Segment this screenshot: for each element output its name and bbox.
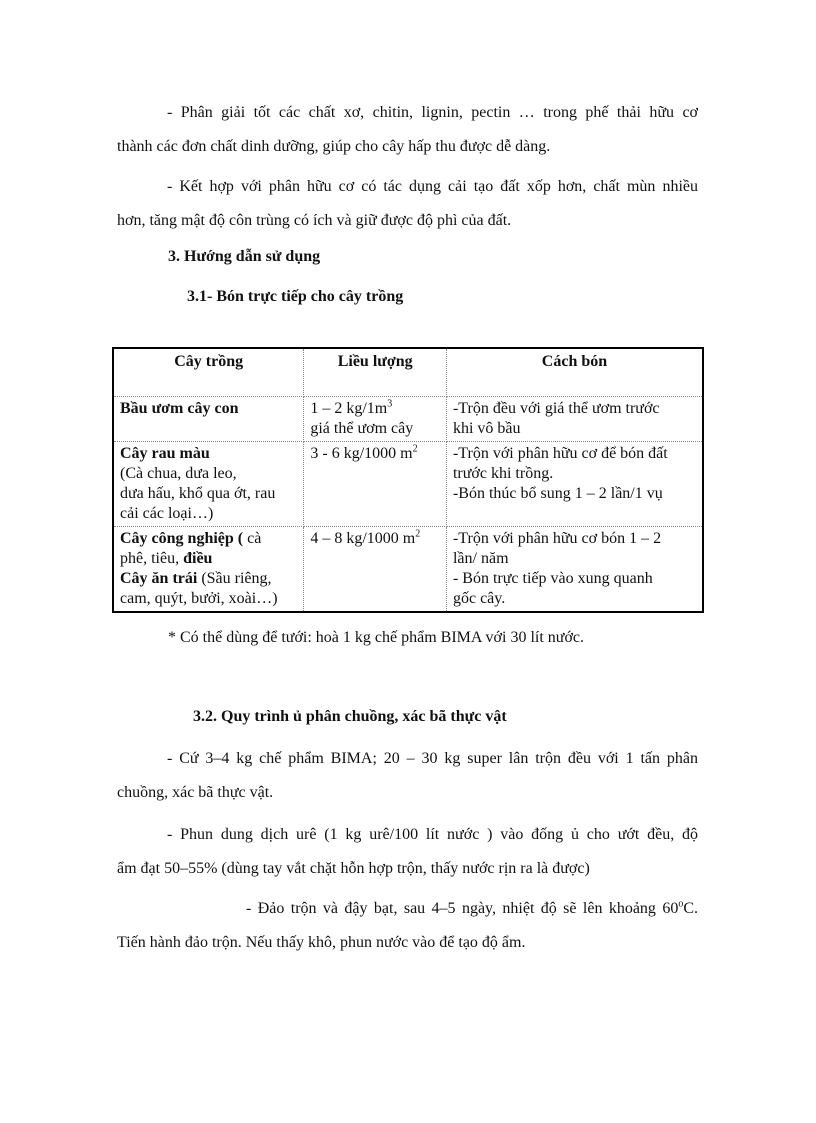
table-row xyxy=(113,527,703,613)
dose-note: giá thể ươm cây xyxy=(310,420,414,437)
table-cell-dose xyxy=(304,527,447,613)
paragraph-line xyxy=(117,892,698,926)
paragraph-line: chuồng, xác bã thực vật. xyxy=(117,784,274,801)
method-line: - Bón trực tiếp vào xung quanh xyxy=(452,570,653,587)
table-cell-crop xyxy=(113,527,304,613)
paragraph-urea-spray xyxy=(117,818,698,886)
dose-exponent: 2 xyxy=(412,443,418,455)
table-cell-method xyxy=(446,527,703,613)
crop-name: Cây công nghiệp ( xyxy=(120,530,244,547)
dose-exponent: 3 xyxy=(387,398,393,410)
table-row xyxy=(113,442,703,527)
method-line: -Trộn đều với giá thể ươm trước xyxy=(452,400,660,417)
dose-value: 4 – 8 kg/1000 m xyxy=(310,530,416,547)
method-line: -Bón thúc bổ sung 1 – 2 lần/1 vụ xyxy=(452,485,663,502)
table-row xyxy=(113,397,703,442)
crop-name: Cây ăn trái xyxy=(120,570,198,587)
crop-detail: (Cà chua, dưa leo, xyxy=(120,465,237,482)
paragraph-decomposition xyxy=(117,96,698,164)
method-line: lần/ năm xyxy=(452,550,509,567)
table-cell-dose xyxy=(304,442,447,527)
table-cell-dose xyxy=(304,397,447,442)
method-line: trước khi trồng. xyxy=(452,465,554,482)
dose-exponent: 2 xyxy=(415,528,421,540)
crop-name: Cây rau màu xyxy=(120,445,210,462)
dose-value: 3 - 6 kg/1000 m xyxy=(310,445,413,462)
table-cell-method xyxy=(446,442,703,527)
crop-detail: dưa hấu, khổ qua ớt, rau xyxy=(120,485,276,502)
method-line: -Trộn với phân hữu cơ để bón đất xyxy=(452,445,668,462)
crop-detail-bold: điều xyxy=(179,550,213,567)
table-cell-method xyxy=(446,397,703,442)
paragraph-line: thành các đơn chất dinh dưỡng, giúp cho cây hấp thu được dễ dàng. xyxy=(117,138,551,155)
irrigation-note: * Có thể dùng để tưới: hoà 1 kg chế phẩm BIMA với 30 lít nước. xyxy=(168,629,585,646)
crop-detail: cải các loại…) xyxy=(120,505,214,522)
method-line: khi vô bầu xyxy=(452,420,521,437)
table-header-crop: Cây trồng xyxy=(113,348,304,397)
table-cell-crop xyxy=(113,442,304,527)
crop-detail: phê, tiêu, xyxy=(120,550,180,567)
crop-detail: (Sầu riêng, xyxy=(197,570,272,587)
paragraph-line: Tiến hành đảo trộn. Nếu thấy khô, phun nước vào để tạo độ ẩm. xyxy=(117,934,526,951)
method-line: -Trộn với phân hữu cơ bón 1 – 2 xyxy=(452,530,662,547)
dosage-table xyxy=(112,347,704,613)
table-header-row xyxy=(113,348,703,397)
crop-name: Bầu ươm cây con xyxy=(120,400,239,417)
crop-detail: cam, quýt, bưởi, xoài…) xyxy=(120,590,278,607)
temperature-text: - Đảo trộn và đậy bạt, sau 4–5 ngày, nhiệt độ sẽ lên khoảng 60 xyxy=(246,900,679,917)
table-cell-crop xyxy=(113,397,304,442)
table-header-dose: Liều lượng xyxy=(304,348,447,397)
paragraph-line: - Phun dung dịch urê (1 kg urê/100 lít nước ) vào đống ủ cho ướt đều, độ xyxy=(167,826,698,843)
crop-detail: cà xyxy=(243,530,262,547)
paragraph-turning xyxy=(117,892,698,960)
paragraph-line: - Cứ 3–4 kg chế phẩm BIMA; 20 – 30 kg super lân trộn đều với 1 tấn phân xyxy=(167,750,698,767)
subsection-heading-direct-application: 3.1- Bón trực tiếp cho cây trồng xyxy=(187,288,404,305)
temperature-unit: C. xyxy=(683,900,698,917)
paragraph-line: hơn, tăng mật độ côn trùng có ích và giữ được độ phì của đất. xyxy=(117,212,512,229)
dose-value: 1 – 2 kg/1m xyxy=(310,400,388,417)
method-line: gốc cây. xyxy=(452,590,506,607)
paragraph-line: - Phân giải tốt các chất xơ, chitin, lignin, pectin … trong phế thải hữu cơ xyxy=(167,104,698,121)
paragraph-line: - Kết hợp với phân hữu cơ có tác dụng cải tạo đất xốp hơn, chất mùn nhiều xyxy=(167,178,698,195)
subsection-heading-composting: 3.2. Quy trình ủ phân chuồng, xác bã thực vật xyxy=(193,708,507,725)
table-header-method: Cách bón xyxy=(446,348,703,397)
degree-symbol: o xyxy=(678,898,684,910)
paragraph-soil-improvement xyxy=(117,170,698,238)
section-heading-usage: 3. Hướng dẫn sử dụng xyxy=(168,248,321,265)
paragraph-bima-mix xyxy=(117,742,698,810)
paragraph-line: ẩm đạt 50–55% (dùng tay vắt chặt hỗn hợp trộn, thấy nước rịn ra là được) xyxy=(117,860,590,877)
